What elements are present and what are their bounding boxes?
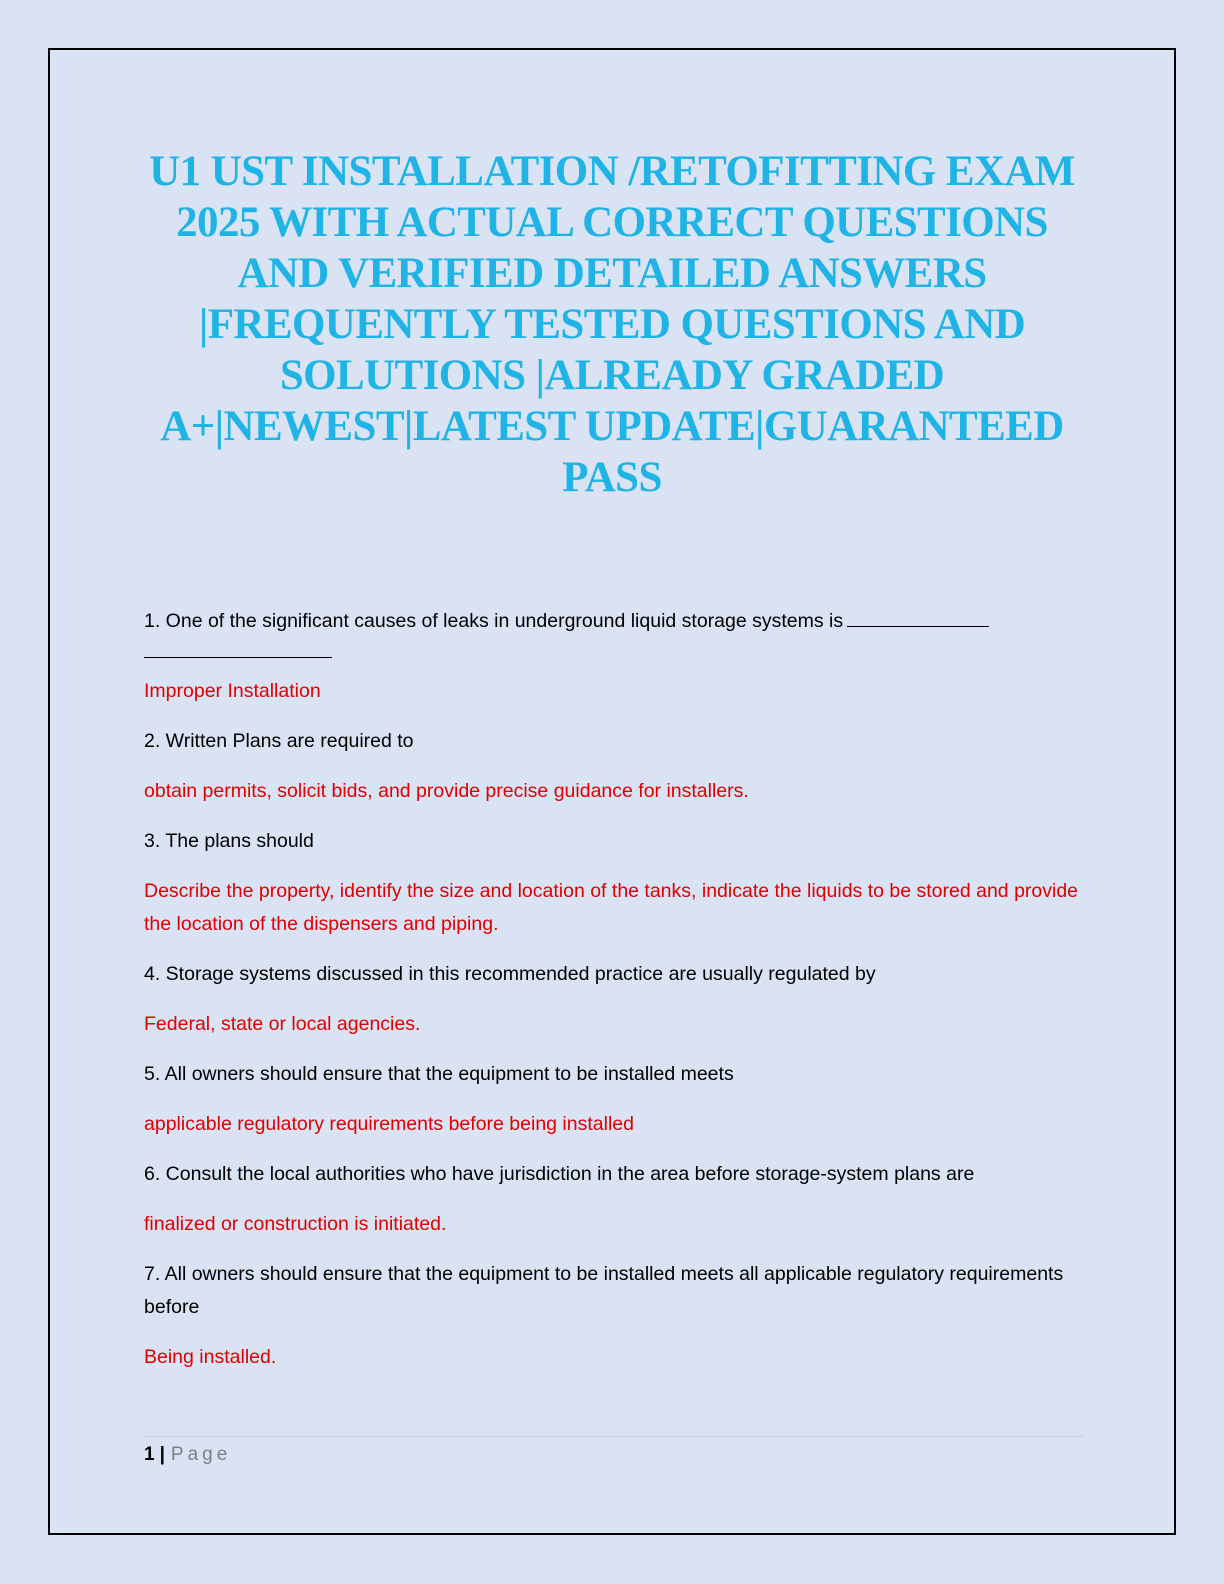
page-number: 1	[144, 1444, 155, 1465]
title-line: AND VERIFIED DETAILED ANSWERS	[237, 250, 987, 297]
answer-6: finalized or construction is initiated.	[144, 1213, 447, 1235]
title-line: A+|NEWEST|LATEST UPDATE|GUARANTEED	[160, 403, 1064, 450]
question-4: 4. Storage systems discussed in this recommended practice are usually regulated by	[144, 963, 876, 985]
answer-5: applicable regulatory requirements before being installed	[144, 1113, 634, 1135]
answer-2: obtain permits, solicit bids, and provide precise guidance for installers.	[144, 780, 749, 802]
page-label: Page	[170, 1444, 232, 1465]
title-line: SOLUTIONS |ALREADY GRADED	[279, 352, 945, 399]
question-1-text: 1. One of the significant causes of leaks in underground liquid storage systems is	[144, 610, 844, 632]
title-line: PASS	[562, 454, 662, 501]
question-7: 7. All owners should ensure that the equipment to be installed meets all applicable regulatory requirements before	[144, 1263, 1064, 1318]
title-line: |FREQUENTLY TESTED QUESTIONS AND	[198, 301, 1026, 348]
title-line: 2025 WITH ACTUAL CORRECT QUESTIONS	[176, 199, 1048, 246]
page-footer	[144, 1443, 231, 1467]
answer-blank-continued	[144, 656, 332, 658]
question-3: 3. The plans should	[144, 830, 314, 852]
answer-3: Describe the property, identify the size and location of the tanks, indicate the liquids to be stored and provide the location of the dispensers and piping.	[144, 880, 1079, 935]
qa-list	[144, 605, 1084, 1391]
question-2: 2. Written Plans are required to	[144, 730, 414, 752]
document-title	[130, 146, 1094, 503]
answer-7: Being installed.	[144, 1346, 277, 1368]
answer-1: Improper Installation	[144, 680, 321, 702]
question-6: 6. Consult the local authorities who have jurisdiction in the area before storage-system plans are	[144, 1163, 975, 1185]
question-5: 5. All owners should ensure that the equipment to be installed meets	[144, 1063, 734, 1085]
answer-4: Federal, state or local agencies.	[144, 1013, 421, 1035]
question-1	[144, 605, 1084, 658]
answer-blank	[847, 625, 989, 627]
footer-divider	[144, 1436, 1084, 1437]
footer-separator: |	[159, 1444, 165, 1465]
title-line: U1 UST INSTALLATION /RETOFITTING EXAM	[149, 148, 1075, 195]
